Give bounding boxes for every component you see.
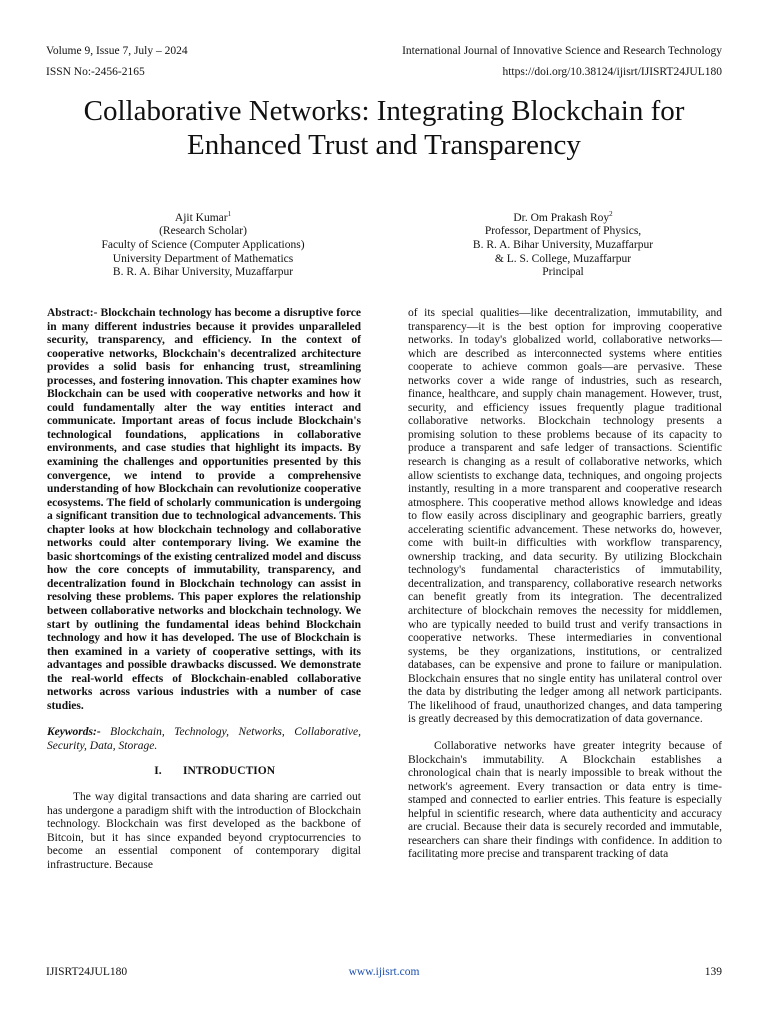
author-name: Dr. Om Prakash Roy$^2$ bbox=[513, 210, 613, 224]
author-affiliation: B. R. A. Bihar University, Muzaffarpur bbox=[472, 239, 654, 252]
author-affiliation: & L. S. College, Muzaffarpur bbox=[494, 252, 632, 265]
running-header-top bbox=[46, 44, 722, 58]
author-block-1 bbox=[38, 208, 368, 280]
page-number: 139 bbox=[704, 966, 722, 978]
journal-website-link[interactable]: www.ijisrt.com bbox=[348, 966, 420, 978]
author-affiliation: University Department of Mathematics bbox=[112, 252, 294, 265]
keywords: Keywords:- Blockchain, Technology, Networks, Collaborative, Security, Data, Storage. bbox=[47, 726, 361, 752]
body-paragraph: Collaborative networks have greater integrity because of Blockchain's immutability. A Blockchain establishes a chronological chain that is nearly impossible to break without the network's agreement. Every transaction or data entry is time-stamped and connected to earlier entries. This feature is especially helpful in scientific research, where data authenticity and accuracy are crucial. Because their data is securely recorded and immutable, researchers can share their findings with confidence. In addition to facilitating more precise and transparent tracking of data bbox=[408, 739, 722, 861]
author-affiliation: Principal bbox=[542, 266, 584, 279]
running-header-bottom bbox=[46, 65, 722, 79]
left-column bbox=[47, 307, 361, 872]
doi-link[interactable]: https://doi.org/10.38124/ijisrt/IJISRT24JUL180 bbox=[502, 66, 722, 78]
author-block-2 bbox=[398, 208, 728, 280]
author-affiliation: (Research Scholar) bbox=[159, 225, 247, 238]
volume-info: Volume 9, Issue 7, July – 2024 bbox=[46, 45, 188, 57]
author-affiliation: B. R. A. Bihar University, Muzaffarpur bbox=[112, 266, 294, 279]
author-affiliation: Faculty of Science (Computer Applications) bbox=[101, 239, 305, 252]
issn: ISSN No:-2456-2165 bbox=[46, 66, 145, 78]
abstract: Abstract:- Blockchain technology has become a disruptive force in many different industries because it provides unparalleled security, transparency, and efficiency. In the context of cooperative networks, Blockchain's decentralized architecture provides a solid basis for enhancing trust, streamlining processes, and fostering innovation. This chapter examines how Blockchain can be used with cooperative networks and how it could fundamentally alter the way entities interact and communicate. Important areas of focus include Blockchain's technological foundations, applications in collaborative environments, and case studies that highlight its impacts. By examining the challenges and opportunities presented by this convergence, we intend to provide a comprehensive understanding of how Blockchain can revolutionize cooperative ecosystems. The field of scholarly communication is undergoing a significant transition due to technological advancements. This chapter looks at how blockchain technology and collaborative networks could alter contemporary living. We examine the basic shortcomings of the existing centralized model and discuss how the core concepts of immutability, transparency, and decentralization found in Blockchain technology can assist in resolving these problems. This paper explores the relationship between collaborative networks and blockchain technology. We start by outlining the fundamental ideas behind Blockchain technology and how it has developed. The use of Blockchain is then examined in a variety of cooperative settings, with its advantages and possible drawbacks discussed. We demonstrate the real-world effects of Blockchain-enabled collaborative networks across various industries with a number of case studies. bbox=[47, 307, 361, 712]
article-id: IJISRT24JUL180 bbox=[46, 966, 128, 978]
journal-name: International Journal of Innovative Science and Research Technology bbox=[402, 45, 722, 57]
right-column bbox=[408, 307, 722, 862]
section-heading: I. INTRODUCTION bbox=[154, 764, 275, 777]
author-affiliation: Professor, Department of Physics, bbox=[484, 225, 642, 238]
paper-title: Collaborative Networks: Integrating Blockchain for Enhanced Trust and Transparency bbox=[83, 95, 685, 161]
intro-paragraph: The way digital transactions and data sharing are carried out has undergone a paradigm shift with the introduction of Blockchain technology. Blockchain was first developed as the backbone of Bitcoin, but it has since expanded beyond cryptocurrencies to become an essential component of contemporary digital infrastructure. Because bbox=[47, 791, 361, 871]
author-name: Ajit Kumar$^1$ bbox=[174, 210, 232, 224]
body-paragraph: of its special qualities—like decentralization, immutability, and transparency—it is the best option for improving cooperative networks. In today's globalized world, collaborative networks—which are described as interconnected systems where entities cooperate to achieve common goals—are pervasive. These networks cover a wide range of industries, such as research, finance, healthcare, and supply chain management. However, trust, security, and efficiency issues frequently plague traditional collaborative networks. Blockchain technology presents a promising solution to these problems because of its capacity to produce a transparent and safe ledger of transactions. Scientific research is changing as a result of collaborative networks, which allow scientists to exchange data, techniques, and ongoing projects instantly, resulting in a more transparent and cooperative research atmosphere. This cooperative method allows knowledge and ideas to flow easily across disciplinary and geographic barriers, greatly accelerating scientific advancement. These networks do, however, come with built-in difficulties with workflow transparency, ownership tracking, and data security. By utilizing Blockchain technology's fundamental characteristics of immutability, decentralization, and transparency, collaborative research networks can benefit greatly from its integration. The decentralized architecture of blockchain removes the necessity for middlemen, who are typically needed to build trust and verify transactions in cooperative networks. These intermediaries in conventional systems, be they organizations, institutions, or centralized databases, can be expensive and prone to failure or manipulation. Blockchain ensures that no single entity has unilateral control over the data by distributing the ledger among all network participants. The likelihood of fraud, unauthorized changes, and data tampering is greatly decreased by this democratization of data governance. bbox=[408, 307, 722, 726]
